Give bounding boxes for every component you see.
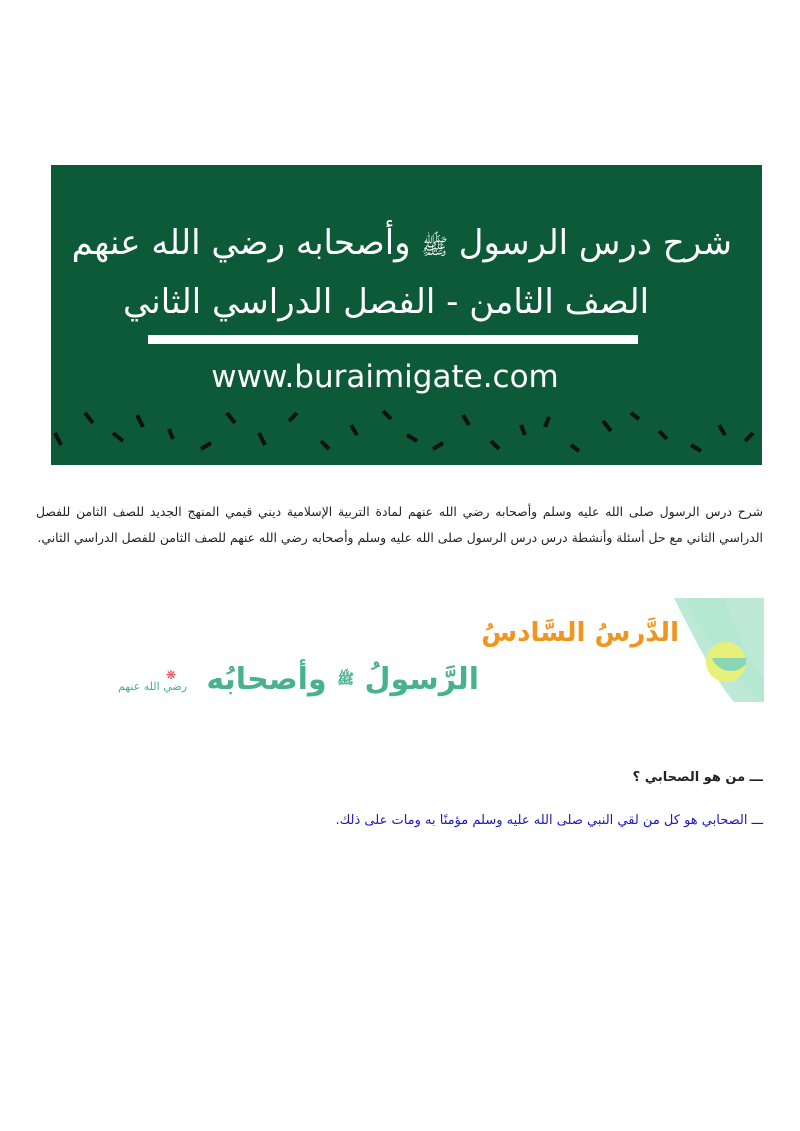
banner-url: www.buraimigate.com xyxy=(211,359,559,395)
lesson-header-image xyxy=(110,598,764,702)
lesson-corner-decoration xyxy=(674,598,764,702)
title-banner xyxy=(51,165,762,465)
lesson-honorific: ﷺ xyxy=(337,671,354,688)
banner-title-line1: شرح درس الرسول ﷺ وأصحابه رضي الله عنهم xyxy=(71,223,732,263)
banner-dash-pattern xyxy=(51,405,762,465)
lesson-title: الرَّسولُ ﷺ وأصحابُه xyxy=(206,662,479,697)
banner-divider xyxy=(148,335,638,344)
banner-honorific: ﷺ xyxy=(421,235,448,260)
lesson-number: الدَّرسُ السَّادسُ xyxy=(481,618,679,648)
companions-honorific: رضي الله عنهم xyxy=(118,680,188,693)
banner-title-line2: الصف الثامن - الفصل الدراسي الثاني xyxy=(122,282,650,322)
star-icon: ❋ xyxy=(166,668,177,682)
question-text: ـــ من هو الصحابي ؟ xyxy=(632,770,763,785)
intro-paragraph: شرح درس الرسول صلى الله عليه وسلم وأصحابه رضي الله عنهم لمادة التربية الإسلامية ديني قيمي المنهج الجديد للصف الثامن للفصل الدراسي الثاني مع حل أسئلة وأنشطة درس درس الرسول صلى الله عليه وسلم وأصحابه رضي الله عنهم للصف الثامن للفصل الدراسي الثاني. xyxy=(36,504,763,545)
answer-text: ـــ الصحابي هو كل من لقي النبي صلى الله عليه وسلم مؤمنًا به ومات على ذلك. xyxy=(335,813,763,828)
